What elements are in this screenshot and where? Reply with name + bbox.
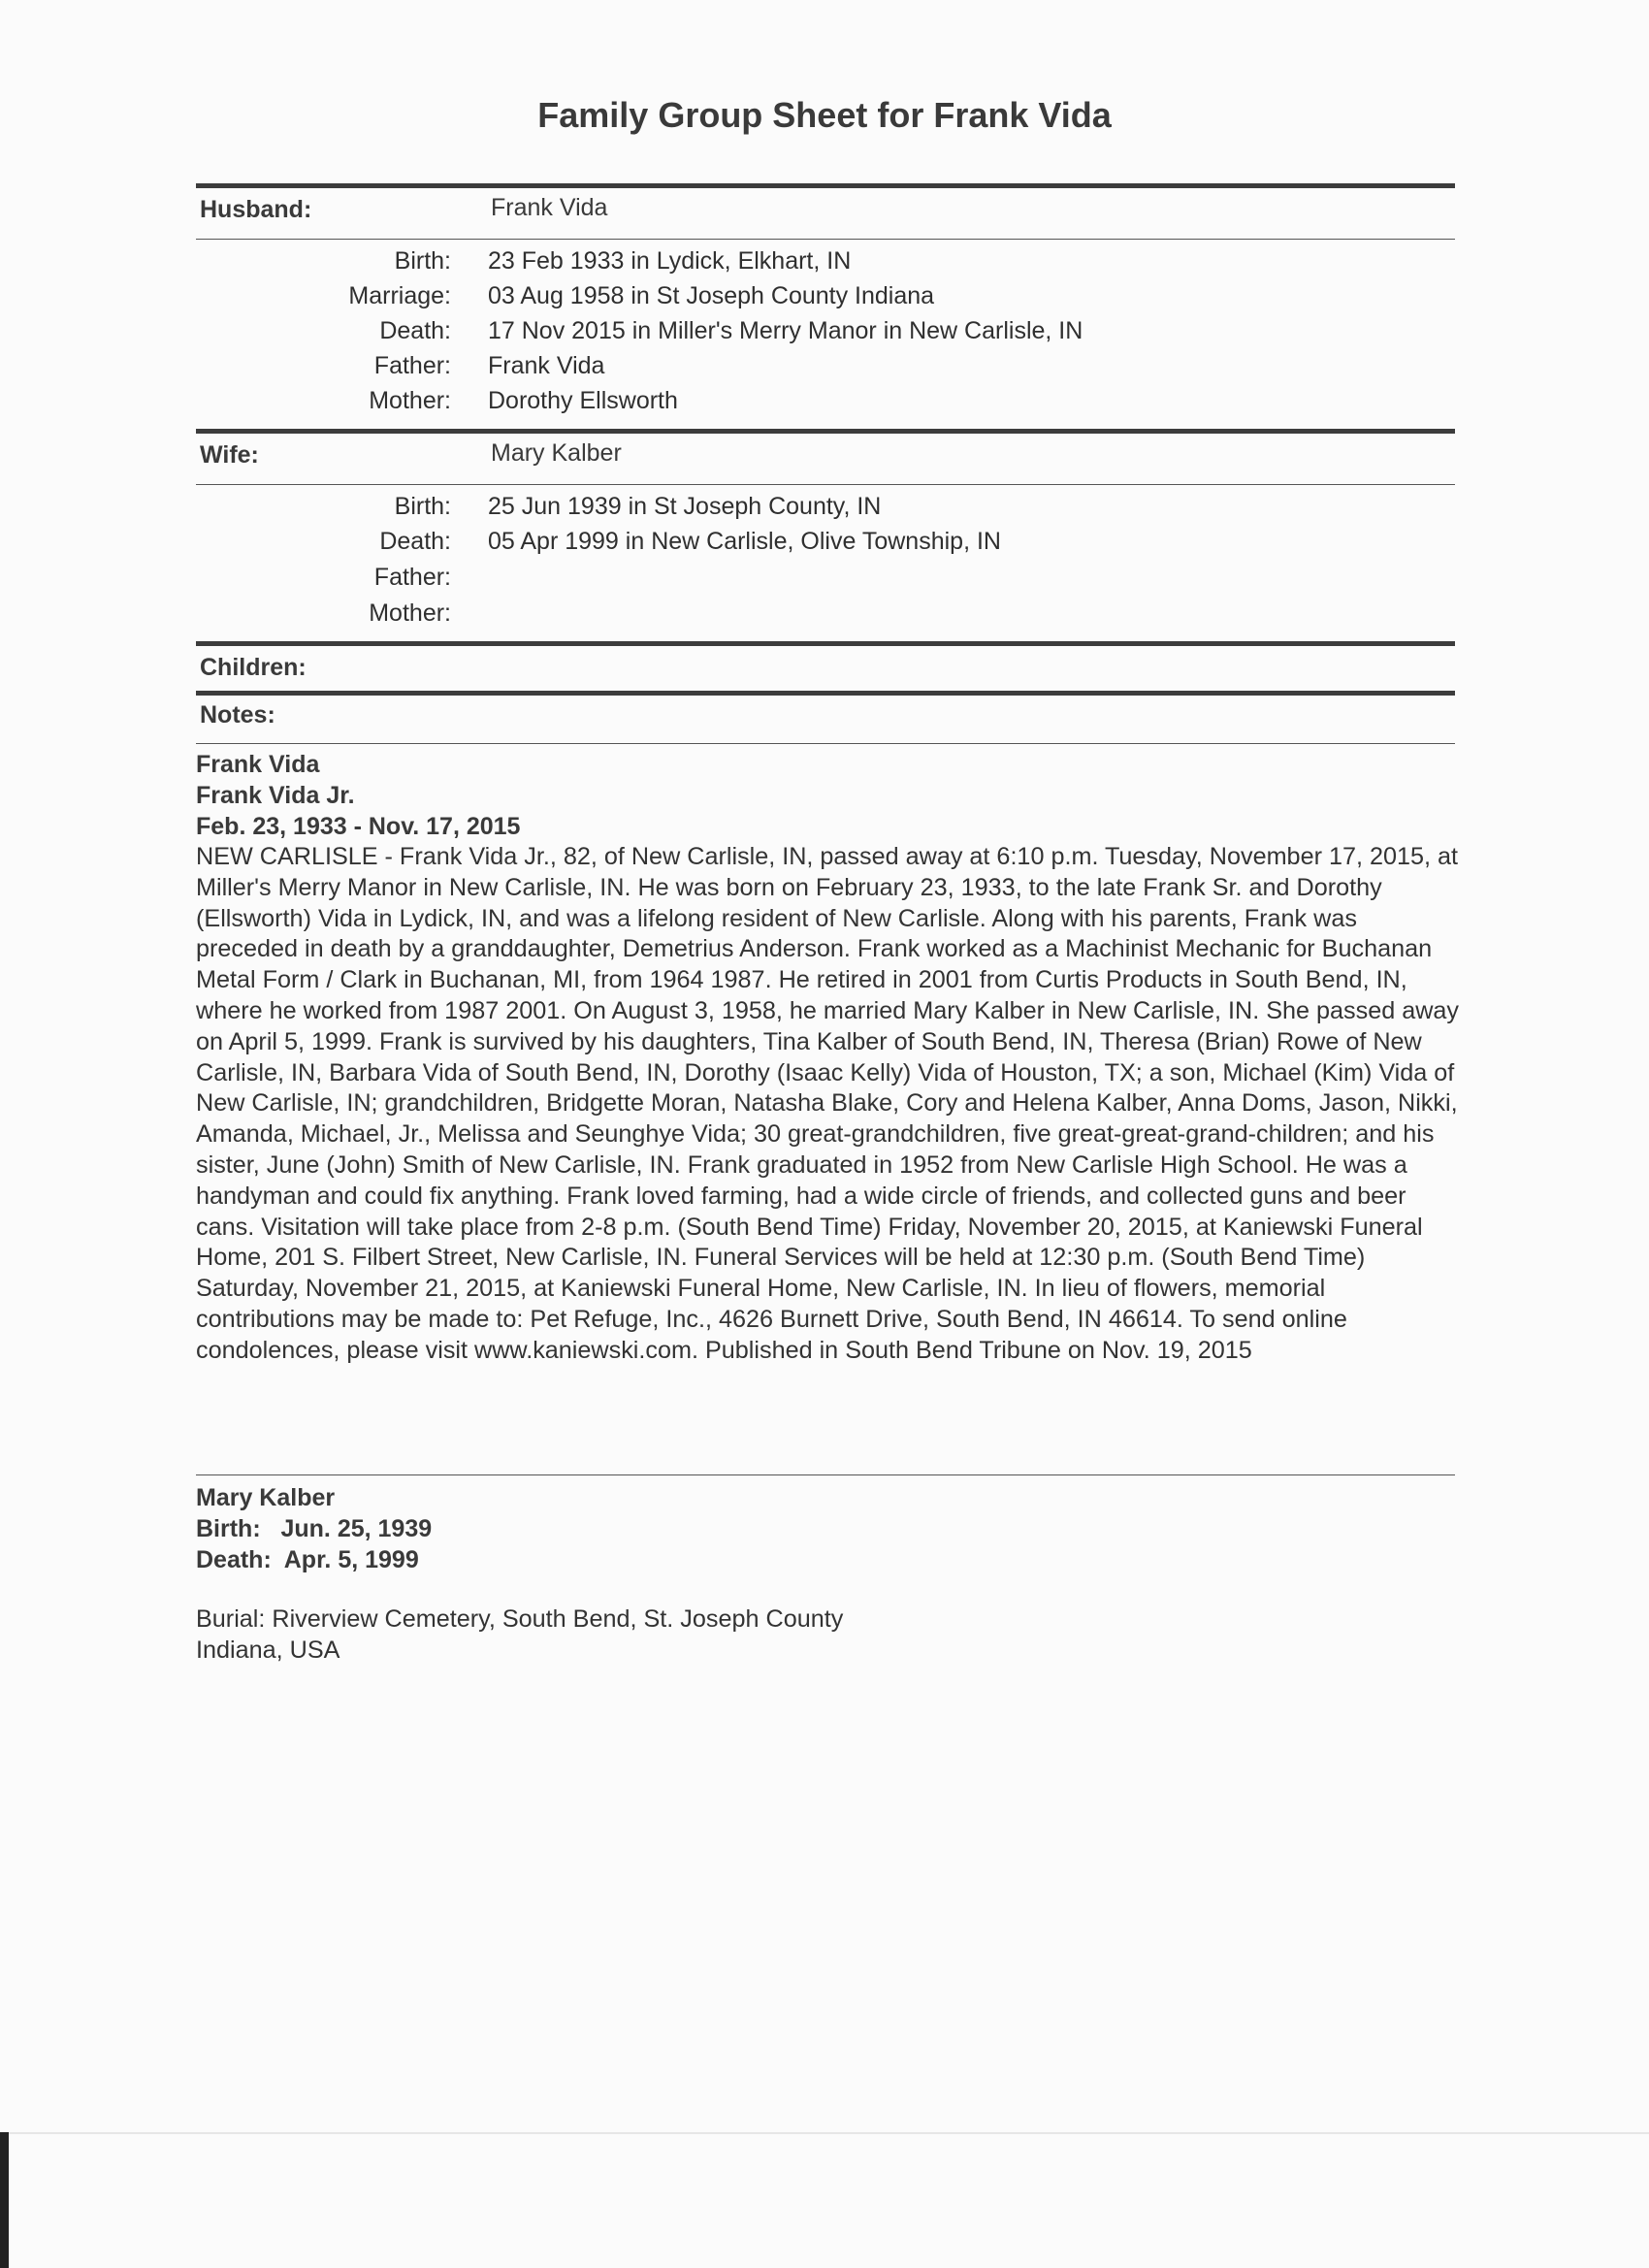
fact-value: 03 Aug 1958 in St Joseph County Indiana <box>488 282 935 309</box>
fact-label: Death: <box>379 317 451 344</box>
husband-fact-row <box>0 352 1649 387</box>
notes-frank-dates: Feb. 23, 1933 - Nov. 17, 2015 <box>196 813 521 840</box>
notes-label: Notes: <box>200 701 275 729</box>
notes-frank-subheading: Frank Vida Jr. <box>196 782 355 809</box>
notes-frank-heading: Frank Vida <box>196 751 320 778</box>
fact-label: Birth: <box>394 493 451 520</box>
wife-name: Mary Kalber <box>491 439 622 467</box>
notes-mary-death: Death: Apr. 5, 1999 <box>196 1546 419 1573</box>
wife-fact-row <box>0 599 1649 634</box>
wife-fact-row <box>0 564 1649 599</box>
fact-value: 05 Apr 1999 in New Carlisle, Olive Township, IN <box>488 528 1001 555</box>
fact-value: 17 Nov 2015 in Miller's Merry Manor in New Carlisle, IN <box>488 317 1083 344</box>
notes-mary-birth: Birth: Jun. 25, 1939 <box>196 1515 433 1542</box>
husband-label: Husband: <box>200 196 312 223</box>
fact-label: Marriage: <box>348 282 451 309</box>
fact-label: Mother: <box>369 599 451 627</box>
scan-bottom-edge <box>0 2132 1649 2134</box>
notes-frank <box>196 749 1462 1367</box>
husband-name: Frank Vida <box>491 194 608 221</box>
notes-mary <box>196 1482 1462 1667</box>
children-label: Children: <box>200 654 307 681</box>
notes-mary-heading: Mary Kalber <box>196 1484 336 1511</box>
notes-mary-burial-line2: Indiana, USA <box>196 1636 340 1664</box>
fact-value: Frank Vida <box>488 352 605 379</box>
section-rule-thin <box>196 484 1455 485</box>
fact-value: Dorothy Ellsworth <box>488 387 678 414</box>
page-title: Family Group Sheet for Frank Vida <box>537 95 1112 135</box>
wife-fact-row <box>0 528 1649 563</box>
section-rule-thick <box>196 641 1455 646</box>
section-rule-thick <box>196 183 1455 188</box>
husband-fact-row <box>0 387 1649 422</box>
section-rule-thick <box>196 429 1455 434</box>
section-rule-thin <box>196 239 1455 240</box>
fact-value: 25 Jun 1939 in St Joseph County, IN <box>488 493 882 520</box>
section-rule-thin <box>196 1474 1455 1475</box>
scan-left-edge <box>0 2132 9 2268</box>
husband-fact-row <box>0 282 1649 317</box>
fact-label: Father: <box>373 564 451 591</box>
section-rule-thick <box>196 691 1455 696</box>
obituary-text: NEW CARLISLE - Frank Vida Jr., 82, of New Carlisle, IN, passed away at 6:10 p.m. Tuesday, November 17, 2015, at Miller's Merry Manor in New Carlisle, IN. He was born on February 23, 1933, to the late Frank Sr. and Dorothy (Ellsworth) Vida in Lydick, IN, and was a lifelong resident of New Carlisle. Along with his parents, Frank was preceded in death by a granddaughter, Demetrius Anderson. Frank worked as a Machinist Mechanic for Buchanan Metal Form / Clark in Buchanan, MI, from 1964 1987. He retired in 2001 from Curtis Products in South Bend, IN, where he worked from 1987 2001. On August 3, 1958, he married Mary Kalber in New Carlisle, IN. She passed away on April 5, 1999. Frank is survived by his daughters, Tina Kalber of South Bend, IN, Theresa (Brian) Rowe of New Carlisle, IN, Barbara Vida of South Bend, IN, Dorothy (Isaac Kelly) Vida of Houston, TX; a son, Michael (Kim) Vida of New Carlisle, IN; grandchildren, Bridgette Moran, Natasha Blake, Cory and Helena Kalber, Anna Doms, Jason, Nikki, Amanda, Michael, Jr., Melissa and Seunghye Vida; 30 great-grandchildren, five great-great-grand-children; and his sister, June (John) Smith of New Carlisle, IN. Frank graduated in 1952 from New Carlisle High School. He was a handyman and could fix anything. Frank loved farming, had a wide circle of friends, and collected guns and beer cans. Visitation will take place from 2-8 p.m. (South Bend Time) Friday, November 20, 2015, at Kaniewski Funeral Home, 201 S. Filbert Street, New Carlisle, IN. Funeral Services will be held at 12:30 p.m. (South Bend Time) Saturday, November 21, 2015, at Kaniewski Funeral Home, New Carlisle, IN. In lieu of flowers, memorial contributions may be made to: Pet Refuge, Inc., 4626 Burnett Drive, South Bend, IN 46614. To send online condolences, please visit www.kaniewski.com. Published in South Bend Tribune on Nov. 19, 2015 <box>196 843 1460 1364</box>
wife-fact-row <box>0 493 1649 528</box>
husband-fact-row <box>0 247 1649 282</box>
husband-fact-row <box>0 317 1649 352</box>
fact-label: Mother: <box>369 387 451 414</box>
section-rule-thin <box>196 743 1455 744</box>
fact-value: 23 Feb 1933 in Lydick, Elkhart, IN <box>488 247 852 275</box>
wife-label: Wife: <box>200 441 259 469</box>
notes-mary-burial-line1: Burial: Riverview Cemetery, South Bend, St. Joseph County <box>196 1605 844 1633</box>
fact-label: Death: <box>379 528 451 555</box>
fact-label: Father: <box>373 352 451 379</box>
fact-label: Birth: <box>394 247 451 275</box>
